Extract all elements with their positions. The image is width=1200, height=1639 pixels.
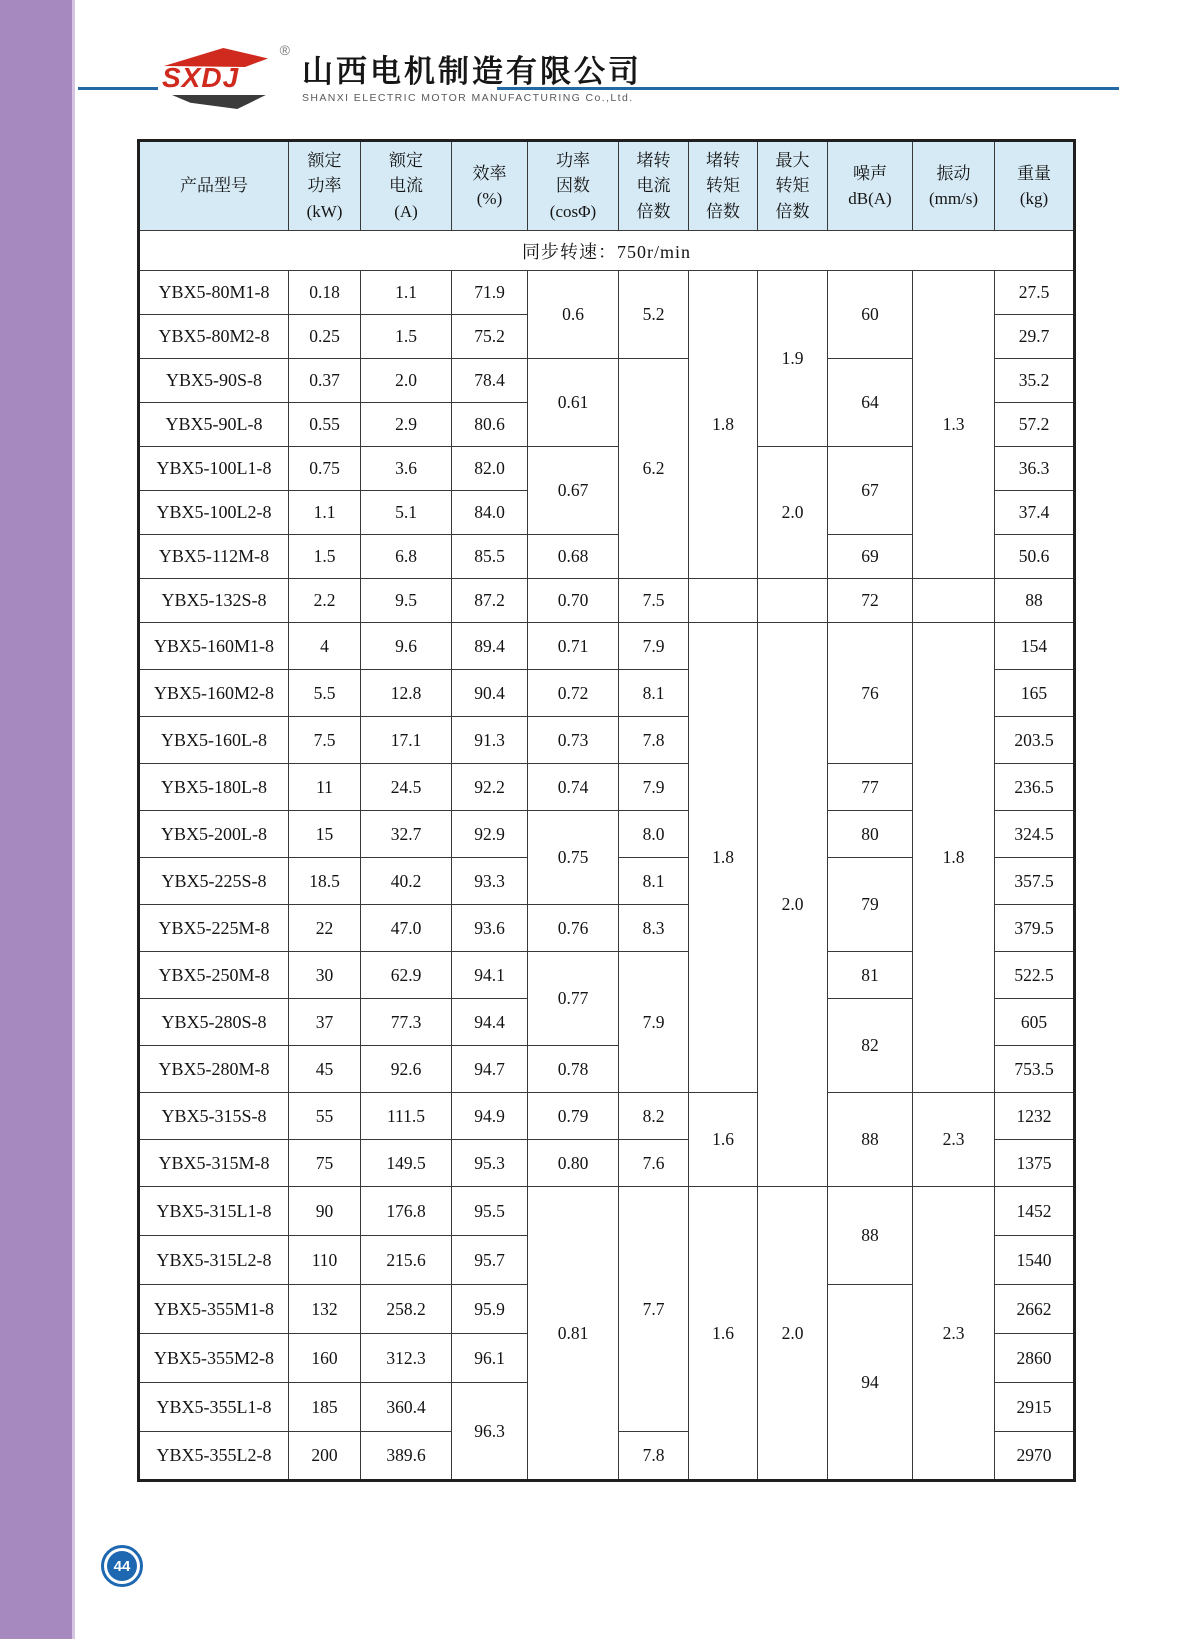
value-cell: 77.3: [361, 999, 452, 1046]
value-cell: 55: [289, 1093, 361, 1140]
model-cell: YBX5-225M-8: [139, 905, 289, 952]
header-row: [139, 141, 1075, 231]
value-cell: 0.70: [528, 579, 619, 623]
column-header: 额定 功率 (kW): [289, 141, 361, 231]
value-cell: 0.75: [289, 447, 361, 491]
brand-header: [0, 0, 1200, 130]
column-header: 效率 (%): [452, 141, 528, 231]
model-cell: YBX5-90S-8: [139, 359, 289, 403]
sxdj-logo-mark: [160, 42, 290, 110]
value-cell: [758, 579, 828, 623]
model-cell: YBX5-100L2-8: [139, 491, 289, 535]
spec-table-body: [139, 231, 1075, 1481]
column-header: 噪声 dB(A): [828, 141, 913, 231]
sync-speed-banner: 同步转速：750r/min: [139, 231, 1075, 271]
spec-row: [139, 579, 1075, 623]
value-cell: 200: [289, 1432, 361, 1481]
value-cell: 0.67: [528, 447, 619, 535]
value-cell: 0.75: [528, 811, 619, 905]
value-cell: 95.9: [452, 1285, 528, 1334]
column-header: 功率 因数 (cosΦ): [528, 141, 619, 231]
column-header: 堵转 转矩 倍数: [689, 141, 758, 231]
value-cell: 47.0: [361, 905, 452, 952]
value-cell: 1.5: [361, 315, 452, 359]
value-cell: 1.3: [913, 271, 995, 579]
value-cell: 236.5: [995, 764, 1075, 811]
value-cell: 7.7: [619, 1187, 689, 1432]
value-cell: 7.9: [619, 623, 689, 670]
value-cell: 57.2: [995, 403, 1075, 447]
column-header: 产品型号: [139, 141, 289, 231]
value-cell: 0.74: [528, 764, 619, 811]
value-cell: 1.1: [289, 491, 361, 535]
column-header: 堵转 电流 倍数: [619, 141, 689, 231]
model-cell: YBX5-80M1-8: [139, 271, 289, 315]
value-cell: 17.1: [361, 717, 452, 764]
model-cell: YBX5-200L-8: [139, 811, 289, 858]
value-cell: 324.5: [995, 811, 1075, 858]
model-cell: YBX5-160L-8: [139, 717, 289, 764]
column-header: 重量 (kg): [995, 141, 1075, 231]
value-cell: 2.2: [289, 579, 361, 623]
model-cell: YBX5-355L2-8: [139, 1432, 289, 1481]
value-cell: 95.3: [452, 1140, 528, 1187]
value-cell: 95.5: [452, 1187, 528, 1236]
value-cell: 0.55: [289, 403, 361, 447]
column-header: 振动 (mm/s): [913, 141, 995, 231]
value-cell: 0.81: [528, 1187, 619, 1481]
model-cell: YBX5-180L-8: [139, 764, 289, 811]
value-cell: [689, 579, 758, 623]
value-cell: 357.5: [995, 858, 1075, 905]
value-cell: 92.2: [452, 764, 528, 811]
value-cell: 37.4: [995, 491, 1075, 535]
value-cell: 6.8: [361, 535, 452, 579]
value-cell: 1.6: [689, 1093, 758, 1187]
value-cell: 79: [828, 858, 913, 952]
value-cell: 0.79: [528, 1093, 619, 1140]
value-cell: 1540: [995, 1236, 1075, 1285]
value-cell: 379.5: [995, 905, 1075, 952]
value-cell: 22: [289, 905, 361, 952]
value-cell: 7.5: [619, 579, 689, 623]
value-cell: 5.2: [619, 271, 689, 359]
value-cell: 15: [289, 811, 361, 858]
value-cell: 111.5: [361, 1093, 452, 1140]
company-logo: [160, 42, 642, 110]
divider-line-left: [78, 87, 158, 90]
value-cell: 2.3: [913, 1093, 995, 1187]
value-cell: 258.2: [361, 1285, 452, 1334]
value-cell: 1.1: [361, 271, 452, 315]
value-cell: 7.9: [619, 764, 689, 811]
spec-row: [139, 623, 1075, 670]
value-cell: 72: [828, 579, 913, 623]
value-cell: 80: [828, 811, 913, 858]
value-cell: 1232: [995, 1093, 1075, 1140]
value-cell: 165: [995, 670, 1075, 717]
value-cell: 2.0: [758, 623, 828, 1187]
model-cell: YBX5-315M-8: [139, 1140, 289, 1187]
value-cell: 160: [289, 1334, 361, 1383]
value-cell: 7.8: [619, 1432, 689, 1481]
value-cell: 94.7: [452, 1046, 528, 1093]
value-cell: 8.1: [619, 858, 689, 905]
value-cell: 24.5: [361, 764, 452, 811]
value-cell: 0.73: [528, 717, 619, 764]
value-cell: 8.2: [619, 1093, 689, 1140]
model-cell: YBX5-315L1-8: [139, 1187, 289, 1236]
value-cell: 9.6: [361, 623, 452, 670]
value-cell: 154: [995, 623, 1075, 670]
value-cell: 37: [289, 999, 361, 1046]
model-cell: YBX5-132S-8: [139, 579, 289, 623]
value-cell: 5.5: [289, 670, 361, 717]
value-cell: 27.5: [995, 271, 1075, 315]
value-cell: 80.6: [452, 403, 528, 447]
value-cell: 185: [289, 1383, 361, 1432]
value-cell: 110: [289, 1236, 361, 1285]
value-cell: 78.4: [452, 359, 528, 403]
page-number: 44: [107, 1551, 137, 1581]
spec-row: [139, 1093, 1075, 1140]
spec-table-head: [139, 141, 1075, 231]
value-cell: 4: [289, 623, 361, 670]
value-cell: 3.6: [361, 447, 452, 491]
value-cell: 176.8: [361, 1187, 452, 1236]
value-cell: 92.6: [361, 1046, 452, 1093]
value-cell: 69: [828, 535, 913, 579]
value-cell: 36.3: [995, 447, 1075, 491]
model-cell: YBX5-100L1-8: [139, 447, 289, 491]
value-cell: 95.7: [452, 1236, 528, 1285]
value-cell: 18.5: [289, 858, 361, 905]
value-cell: 1375: [995, 1140, 1075, 1187]
value-cell: 1.6: [689, 1187, 758, 1481]
value-cell: 1452: [995, 1187, 1075, 1236]
value-cell: 1.9: [758, 271, 828, 447]
value-cell: 0.68: [528, 535, 619, 579]
value-cell: 0.72: [528, 670, 619, 717]
value-cell: 32.7: [361, 811, 452, 858]
column-header: 最大 转矩 倍数: [758, 141, 828, 231]
value-cell: 82: [828, 999, 913, 1093]
value-cell: 6.2: [619, 359, 689, 579]
value-cell: 90: [289, 1187, 361, 1236]
value-cell: 96.3: [452, 1383, 528, 1481]
value-cell: 7.9: [619, 952, 689, 1093]
model-cell: YBX5-90L-8: [139, 403, 289, 447]
value-cell: 45: [289, 1046, 361, 1093]
value-cell: 0.6: [528, 271, 619, 359]
value-cell: 7.6: [619, 1140, 689, 1187]
value-cell: 2.0: [758, 447, 828, 579]
value-cell: 0.77: [528, 952, 619, 1046]
value-cell: 94: [828, 1285, 913, 1481]
value-cell: 215.6: [361, 1236, 452, 1285]
value-cell: 64: [828, 359, 913, 447]
company-name-block: [302, 48, 642, 104]
value-cell: 94.9: [452, 1093, 528, 1140]
value-cell: 0.61: [528, 359, 619, 447]
value-cell: 67: [828, 447, 913, 535]
motor-spec-table: [137, 139, 1076, 1482]
model-cell: YBX5-80M2-8: [139, 315, 289, 359]
value-cell: 94.4: [452, 999, 528, 1046]
value-cell: 35.2: [995, 359, 1075, 403]
value-cell: 2970: [995, 1432, 1075, 1481]
value-cell: 203.5: [995, 717, 1075, 764]
value-cell: 60: [828, 271, 913, 359]
left-purple-band: [0, 0, 75, 1639]
value-cell: 2.9: [361, 403, 452, 447]
value-cell: 12.8: [361, 670, 452, 717]
model-cell: YBX5-355L1-8: [139, 1383, 289, 1432]
model-cell: YBX5-160M1-8: [139, 623, 289, 670]
value-cell: 522.5: [995, 952, 1075, 999]
value-cell: 62.9: [361, 952, 452, 999]
value-cell: 11: [289, 764, 361, 811]
value-cell: 84.0: [452, 491, 528, 535]
value-cell: 76: [828, 623, 913, 764]
value-cell: 9.5: [361, 579, 452, 623]
value-cell: 1.8: [689, 271, 758, 579]
value-cell: 75: [289, 1140, 361, 1187]
value-cell: 93.6: [452, 905, 528, 952]
value-cell: 7.5: [289, 717, 361, 764]
model-cell: YBX5-280M-8: [139, 1046, 289, 1093]
value-cell: 50.6: [995, 535, 1075, 579]
logo-text: SXDJ: [162, 62, 240, 93]
model-cell: YBX5-315S-8: [139, 1093, 289, 1140]
value-cell: 2915: [995, 1383, 1075, 1432]
value-cell: 1.8: [689, 623, 758, 1093]
value-cell: 0.71: [528, 623, 619, 670]
value-cell: 88: [995, 579, 1075, 623]
value-cell: 30: [289, 952, 361, 999]
value-cell: 77: [828, 764, 913, 811]
value-cell: 2.3: [913, 1187, 995, 1481]
value-cell: 1.8: [913, 623, 995, 1093]
model-cell: YBX5-160M2-8: [139, 670, 289, 717]
value-cell: 2860: [995, 1334, 1075, 1383]
value-cell: 89.4: [452, 623, 528, 670]
value-cell: 312.3: [361, 1334, 452, 1383]
value-cell: [913, 579, 995, 623]
value-cell: 0.80: [528, 1140, 619, 1187]
value-cell: 1.5: [289, 535, 361, 579]
value-cell: 7.8: [619, 717, 689, 764]
model-cell: YBX5-355M2-8: [139, 1334, 289, 1383]
company-name-en: SHANXI ELECTRIC MOTOR MANUFACTURING Co.,Ltd.: [302, 91, 634, 104]
value-cell: 753.5: [995, 1046, 1075, 1093]
model-cell: YBX5-355M1-8: [139, 1285, 289, 1334]
value-cell: 149.5: [361, 1140, 452, 1187]
value-cell: 5.1: [361, 491, 452, 535]
value-cell: 132: [289, 1285, 361, 1334]
value-cell: 40.2: [361, 858, 452, 905]
value-cell: 96.1: [452, 1334, 528, 1383]
value-cell: 2662: [995, 1285, 1075, 1334]
value-cell: 82.0: [452, 447, 528, 491]
value-cell: 0.78: [528, 1046, 619, 1093]
sync-speed-row: [139, 231, 1075, 271]
value-cell: 605: [995, 999, 1075, 1046]
value-cell: 91.3: [452, 717, 528, 764]
value-cell: 8.0: [619, 811, 689, 858]
value-cell: 88: [828, 1187, 913, 1285]
value-cell: 0.37: [289, 359, 361, 403]
registered-trademark-icon: ®: [279, 42, 290, 58]
value-cell: 88: [828, 1093, 913, 1187]
model-cell: YBX5-112M-8: [139, 535, 289, 579]
value-cell: 2.0: [758, 1187, 828, 1481]
value-cell: 2.0: [361, 359, 452, 403]
model-cell: YBX5-315L2-8: [139, 1236, 289, 1285]
model-cell: YBX5-280S-8: [139, 999, 289, 1046]
value-cell: 94.1: [452, 952, 528, 999]
page-number-badge: [101, 1545, 143, 1587]
value-cell: 360.4: [361, 1383, 452, 1432]
value-cell: 0.18: [289, 271, 361, 315]
logo-dark-shape-icon: [172, 95, 274, 109]
value-cell: 81: [828, 952, 913, 999]
spec-row: [139, 271, 1075, 315]
value-cell: 75.2: [452, 315, 528, 359]
value-cell: 0.25: [289, 315, 361, 359]
value-cell: 8.1: [619, 670, 689, 717]
column-header: 额定 电流 (A): [361, 141, 452, 231]
value-cell: 8.3: [619, 905, 689, 952]
company-name-cn: 山西电机制造有限公司: [302, 54, 642, 89]
model-cell: YBX5-250M-8: [139, 952, 289, 999]
spec-row: [139, 1187, 1075, 1236]
value-cell: 85.5: [452, 535, 528, 579]
value-cell: 92.9: [452, 811, 528, 858]
value-cell: 93.3: [452, 858, 528, 905]
value-cell: 87.2: [452, 579, 528, 623]
value-cell: 0.76: [528, 905, 619, 952]
value-cell: 71.9: [452, 271, 528, 315]
value-cell: 389.6: [361, 1432, 452, 1481]
value-cell: 29.7: [995, 315, 1075, 359]
model-cell: YBX5-225S-8: [139, 858, 289, 905]
value-cell: 90.4: [452, 670, 528, 717]
